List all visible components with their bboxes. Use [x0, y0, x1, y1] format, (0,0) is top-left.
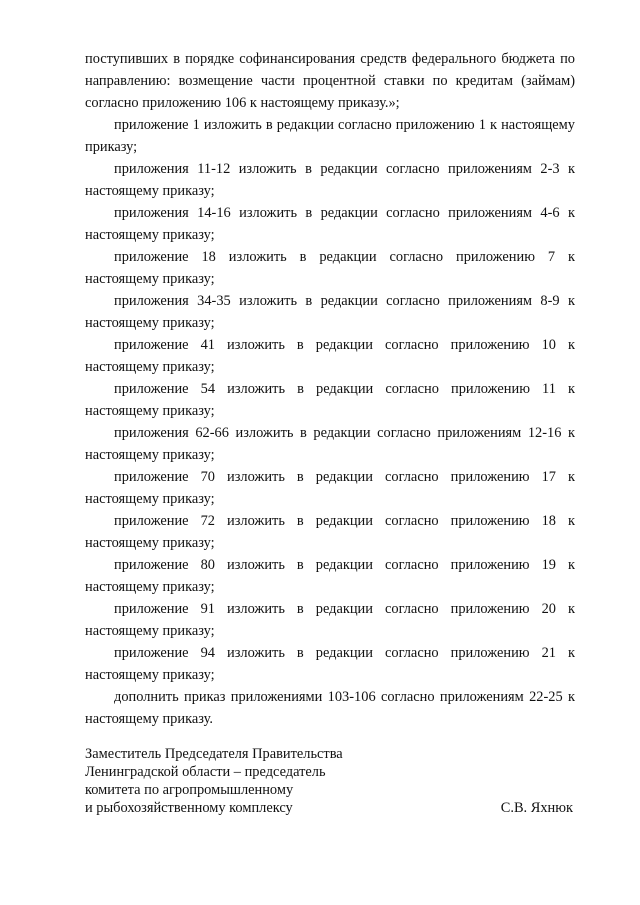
signature-last-row — [85, 799, 575, 817]
document-paragraph: приложение 94 изложить в редакции согласно приложению 21 к настоящему приказу; — [85, 645, 575, 683]
signature-title-line-2: Ленинградской области – председатель — [85, 764, 326, 780]
document-paragraph: приложение 54 изложить в редакции согласно приложению 11 к настоящему приказу; — [85, 381, 575, 419]
document-paragraph: приложения 62-66 изложить в редакции согласно приложениям 12-16 к настоящему приказу; — [85, 425, 575, 463]
document-paragraph: приложение 72 изложить в редакции согласно приложению 18 к настоящему приказу; — [85, 513, 575, 551]
document-paragraph: приложение 80 изложить в редакции согласно приложению 19 к настоящему приказу; — [85, 557, 575, 595]
signature-block — [85, 745, 575, 817]
signature-title-line-4: и рыбохозяйственному комплексу — [85, 800, 293, 816]
document-paragraph: приложение 18 изложить в редакции согласно приложению 7 к настоящему приказу; — [85, 249, 575, 287]
signature-title-line-3: комитета по агропромышленному — [85, 782, 294, 798]
signatory-name: С.В. Яхнюк — [500, 800, 573, 816]
document-paragraph: приложение 1 изложить в редакции согласно приложению 1 к настоящему приказу; — [85, 117, 575, 155]
document-body — [85, 48, 575, 730]
document-paragraph: приложение 41 изложить в редакции согласно приложению 10 к настоящему приказу; — [85, 337, 575, 375]
signature-title-line-1: Заместитель Председателя Правительства — [85, 746, 343, 762]
document-paragraph: приложение 70 изложить в редакции согласно приложению 17 к настоящему приказу; — [85, 469, 575, 507]
document-paragraph: приложения 11-12 изложить в редакции согласно приложениям 2-3 к настоящему приказу; — [85, 161, 575, 199]
document-paragraph: приложение 91 изложить в редакции согласно приложению 20 к настоящему приказу; — [85, 601, 575, 639]
document-paragraph: приложения 34-35 изложить в редакции согласно приложениям 8-9 к настоящему приказу; — [85, 293, 575, 331]
document-paragraph: приложения 14-16 изложить в редакции согласно приложениям 4-6 к настоящему приказу; — [85, 205, 575, 243]
document-paragraph: поступивших в порядке софинансирования средств федерального бюджета по направлению: возмещение части процентной ставки по кредитам (займам) согласно приложению 106 к настоящему приказу.»; — [85, 51, 575, 111]
document-paragraph: дополнить приказ приложениями 103-106 согласно приложениям 22-25 к настоящему приказу. — [85, 689, 575, 727]
